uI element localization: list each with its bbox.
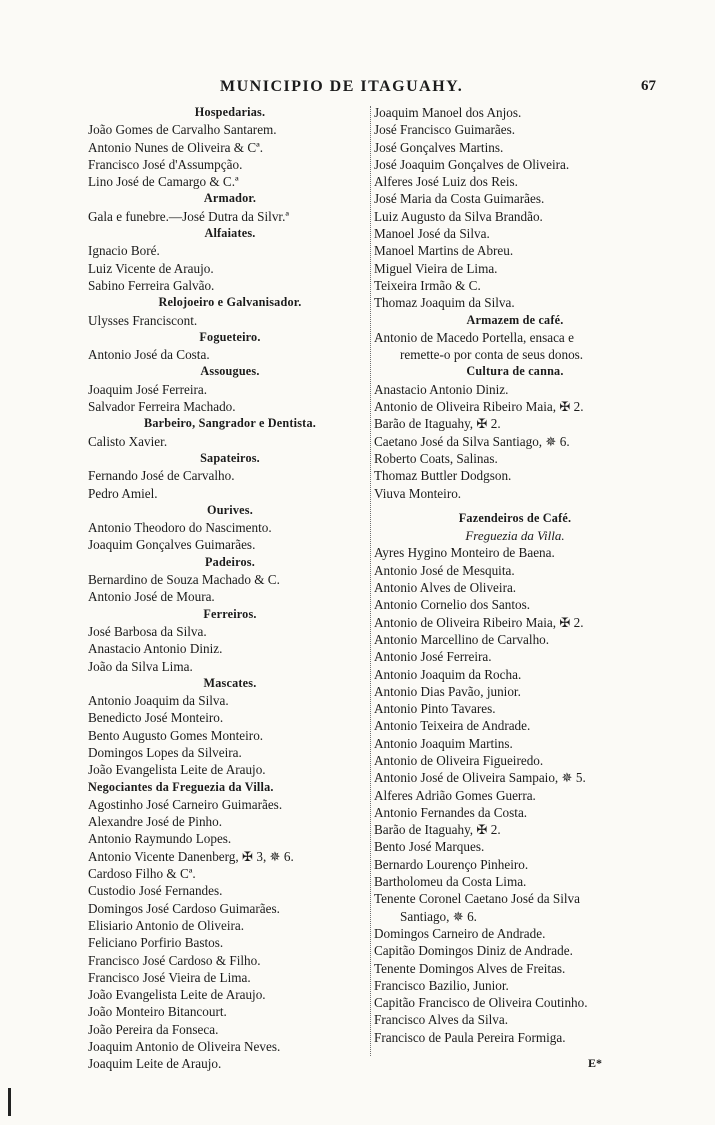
list-entry: José Joaquim Gonçalves de Oliveira. bbox=[374, 156, 570, 172]
list-entry: João Evangelista Leite de Araujo. bbox=[88, 762, 266, 778]
list-entry: Benedicto José Monteiro. bbox=[88, 710, 224, 726]
list-entry: Roberto Coats, Salinas. bbox=[374, 450, 498, 466]
left-column bbox=[88, 104, 372, 1073]
list-entry: João Monteiro Bitancourt. bbox=[88, 1004, 227, 1020]
list-entry: Caetano José da Silva Santiago, ✵ 6. bbox=[374, 433, 570, 449]
list-entry: Bento José Marques. bbox=[374, 839, 485, 855]
list-entry: Manoel Martins de Abreu. bbox=[374, 243, 514, 259]
list-entry: Domingos José Cardoso Guimarães. bbox=[88, 900, 280, 916]
list-entry: José Maria da Costa Guimarães. bbox=[374, 191, 545, 207]
list-entry: Viuva Monteiro. bbox=[374, 485, 462, 501]
list-entry: Antonio Raymundo Lopes. bbox=[88, 831, 232, 847]
list-entry: Thomaz Joaquim da Silva. bbox=[374, 295, 515, 311]
list-entry: Antonio de Oliveira Ribeiro Maia, ✠ 2. bbox=[374, 614, 584, 630]
list-entry: Fernando José de Carvalho. bbox=[88, 468, 235, 484]
list-entry: João da Silva Lima. bbox=[88, 658, 193, 674]
section-heading: Armazem de café. bbox=[466, 312, 564, 327]
section-heading: Cultura de canna. bbox=[466, 364, 564, 379]
list-entry: Antonio José de Moura. bbox=[88, 589, 215, 605]
section-heading: Sapateiros. bbox=[200, 450, 260, 465]
list-entry: Antonio Theodoro do Nascimento. bbox=[88, 520, 272, 536]
list-entry: Antonio de Oliveira Figueiredo. bbox=[374, 752, 544, 768]
list-entry: Cardoso Filho & Cª. bbox=[88, 866, 196, 882]
section-heading: Fazendeiros de Café. bbox=[458, 510, 572, 525]
list-entry: Pedro Amiel. bbox=[88, 485, 158, 501]
list-entry: Teixeira Irmão & C. bbox=[374, 277, 481, 293]
list-entry: Antonio Dias Pavão, junior. bbox=[374, 683, 521, 699]
list-entry: Lino José de Camargo & C.ª bbox=[88, 174, 239, 190]
list-entry: Domingos Lopes da Silveira. bbox=[88, 744, 242, 760]
list-entry: Ayres Hygino Monteiro de Baena. bbox=[374, 545, 555, 561]
list-entry: João Gomes de Carvalho Santarem. bbox=[88, 122, 277, 138]
section-heading: Armador. bbox=[203, 191, 257, 206]
list-entry: Bernardino de Souza Machado & C. bbox=[88, 572, 280, 588]
list-entry: Antonio José de Mesquita. bbox=[374, 562, 515, 578]
list-entry: Antonio de Macedo Portella, ensaca e bbox=[374, 329, 574, 345]
list-entry: Francisco José Vieira de Lima. bbox=[88, 969, 251, 985]
list-entry: Antonio José Ferreira. bbox=[374, 649, 492, 665]
list-entry: Capitão Domingos Diniz de Andrade. bbox=[374, 943, 573, 959]
list-entry: Elisiario Antonio de Oliveira. bbox=[88, 917, 245, 933]
section-heading: Assougues. bbox=[200, 364, 260, 379]
signature-mark: E* bbox=[588, 1056, 603, 1070]
page-title: MUNICIPIO DE ITAGUAHY. bbox=[220, 78, 464, 95]
section-heading: Ourives. bbox=[207, 502, 253, 517]
list-entry: Antonio Teixeira de Andrade. bbox=[374, 718, 531, 734]
section-heading: Barbeiro, Sangrador e Dentista. bbox=[144, 416, 316, 431]
list-entry: Antonio Cornelio dos Santos. bbox=[374, 597, 531, 613]
list-entry: Joaquim Gonçalves Guimarães. bbox=[88, 537, 256, 553]
list-entry: José Francisco Guimarães. bbox=[374, 122, 515, 138]
list-entry: Antonio Marcellino de Carvalho. bbox=[374, 631, 550, 647]
list-entry: Antonio Alves de Oliveira. bbox=[374, 580, 517, 596]
list-entry: Anastacio Antonio Diniz. bbox=[374, 381, 509, 397]
list-entry: Antonio Joaquim Martins. bbox=[374, 735, 513, 751]
list-entry: Domingos Carneiro de Andrade. bbox=[374, 925, 546, 941]
list-entry: Bento Augusto Gomes Monteiro. bbox=[88, 727, 264, 743]
list-entry: Antonio Joaquim da Rocha. bbox=[374, 666, 522, 682]
page-header bbox=[90, 78, 656, 98]
list-entry: Calisto Xavier. bbox=[88, 433, 168, 449]
list-entry: Salvador Ferreira Machado. bbox=[88, 399, 236, 415]
list-entry: Custodio José Fernandes. bbox=[88, 883, 223, 899]
list-entry: João Pereira da Fonseca. bbox=[88, 1021, 219, 1037]
list-entry: Francisco de Paula Pereira Formiga. bbox=[374, 1029, 566, 1045]
list-entry: Anastacio Antonio Diniz. bbox=[88, 641, 223, 657]
list-entry: Barão de Itaguahy, ✠ 2. bbox=[374, 822, 501, 838]
list-entry: Joaquim José Ferreira. bbox=[88, 381, 208, 397]
list-entry: Agostinho José Carneiro Guimarães. bbox=[88, 796, 283, 812]
list-entry: Antonio José de Oliveira Sampaio, ✵ 5. bbox=[374, 770, 586, 786]
list-entry: Feliciano Porfirio Bastos. bbox=[88, 935, 224, 951]
list-entry: Capitão Francisco de Oliveira Coutinho. bbox=[374, 995, 588, 1011]
list-entry: Gala e funebre.—José Dutra da Silvr.ª bbox=[88, 208, 290, 224]
list-entry: Antonio Nunes de Oliveira & Cª. bbox=[88, 139, 264, 155]
list-entry: Alferes Adrião Gomes Guerra. bbox=[374, 787, 536, 803]
spacer bbox=[374, 502, 656, 510]
list-entry: Bernardo Lourenço Pinheiro. bbox=[374, 856, 529, 872]
list-entry: Joaquim Leite de Araujo. bbox=[88, 1056, 222, 1072]
list-entry: Joaquim Manoel dos Anjos. bbox=[374, 105, 522, 120]
list-entry: Miguel Vieira de Lima. bbox=[374, 260, 498, 276]
list-entry: José Barbosa da Silva. bbox=[88, 623, 207, 639]
list-entry: Ignacio Boré. bbox=[88, 243, 160, 259]
list-entry: Manoel José da Silva. bbox=[374, 226, 490, 242]
list-entry: João Evangelista Leite de Araujo. bbox=[88, 987, 266, 1003]
section-heading: Alfaiates. bbox=[204, 226, 256, 241]
page-number: 67 bbox=[641, 78, 656, 94]
list-entry: Antonio Joaquim da Silva. bbox=[88, 693, 229, 709]
list-entry: Tenente Coronel Caetano José da Silva bbox=[374, 891, 580, 907]
list-entry: Antonio Pinto Tavares. bbox=[374, 701, 496, 717]
list-entry: Thomaz Buttler Dodgson. bbox=[374, 468, 512, 484]
list-entry: Francisco José Cardoso & Filho. bbox=[88, 952, 261, 968]
entry-continuation: Santiago, ✵ 6. bbox=[400, 908, 477, 924]
list-entry: Tenente Domingos Alves de Freitas. bbox=[374, 960, 566, 976]
section-heading: Relojoeiro e Galvanisador. bbox=[158, 295, 302, 310]
list-entry: Luiz Augusto da Silva Brandão. bbox=[374, 208, 543, 224]
list-entry: Ulysses Franciscont. bbox=[88, 312, 198, 328]
list-entry: Sabino Ferreira Galvão. bbox=[88, 277, 215, 293]
list-entry: José Gonçalves Martins. bbox=[374, 139, 504, 155]
list-entry: Antonio de Oliveira Ribeiro Maia, ✠ 2. bbox=[374, 399, 584, 415]
list-entry: Bartholomeu da Costa Lima. bbox=[374, 874, 527, 890]
list-entry: Francisco José d'Assumpção. bbox=[88, 156, 243, 172]
right-column bbox=[374, 104, 656, 1046]
list-entry: Alexandre José de Pinho. bbox=[88, 814, 223, 830]
section-heading: Negociantes da Freguezia da Villa. bbox=[88, 779, 274, 794]
section-heading: Fogueteiro. bbox=[199, 329, 261, 344]
list-entry: Antonio Fernandes da Costa. bbox=[374, 804, 528, 820]
list-entry: Antonio Vicente Danenberg, ✠ 3, ✵ 6. bbox=[88, 848, 294, 864]
subsection-heading: Freguezia da Villa. bbox=[465, 528, 565, 544]
list-entry: Francisco Alves da Silva. bbox=[374, 1012, 509, 1028]
list-entry: Alferes José Luiz dos Reis. bbox=[374, 174, 518, 190]
list-entry: Barão de Itaguahy, ✠ 2. bbox=[374, 416, 501, 432]
entry-continuation: remette-o por conta de seus donos. bbox=[400, 347, 584, 363]
list-entry: Joaquim Antonio de Oliveira Neves. bbox=[88, 1039, 281, 1055]
section-heading: Mascates. bbox=[203, 675, 257, 690]
list-entry: Francisco Bazilio, Junior. bbox=[374, 977, 509, 993]
margin-mark bbox=[8, 1088, 11, 1116]
list-entry: Luiz Vicente de Araujo. bbox=[88, 260, 214, 276]
section-heading: Ferreiros. bbox=[203, 606, 257, 621]
section-heading: Padeiros. bbox=[205, 554, 255, 569]
section-heading: Hospedarias. bbox=[194, 105, 266, 119]
list-entry: Antonio José da Costa. bbox=[88, 347, 210, 363]
